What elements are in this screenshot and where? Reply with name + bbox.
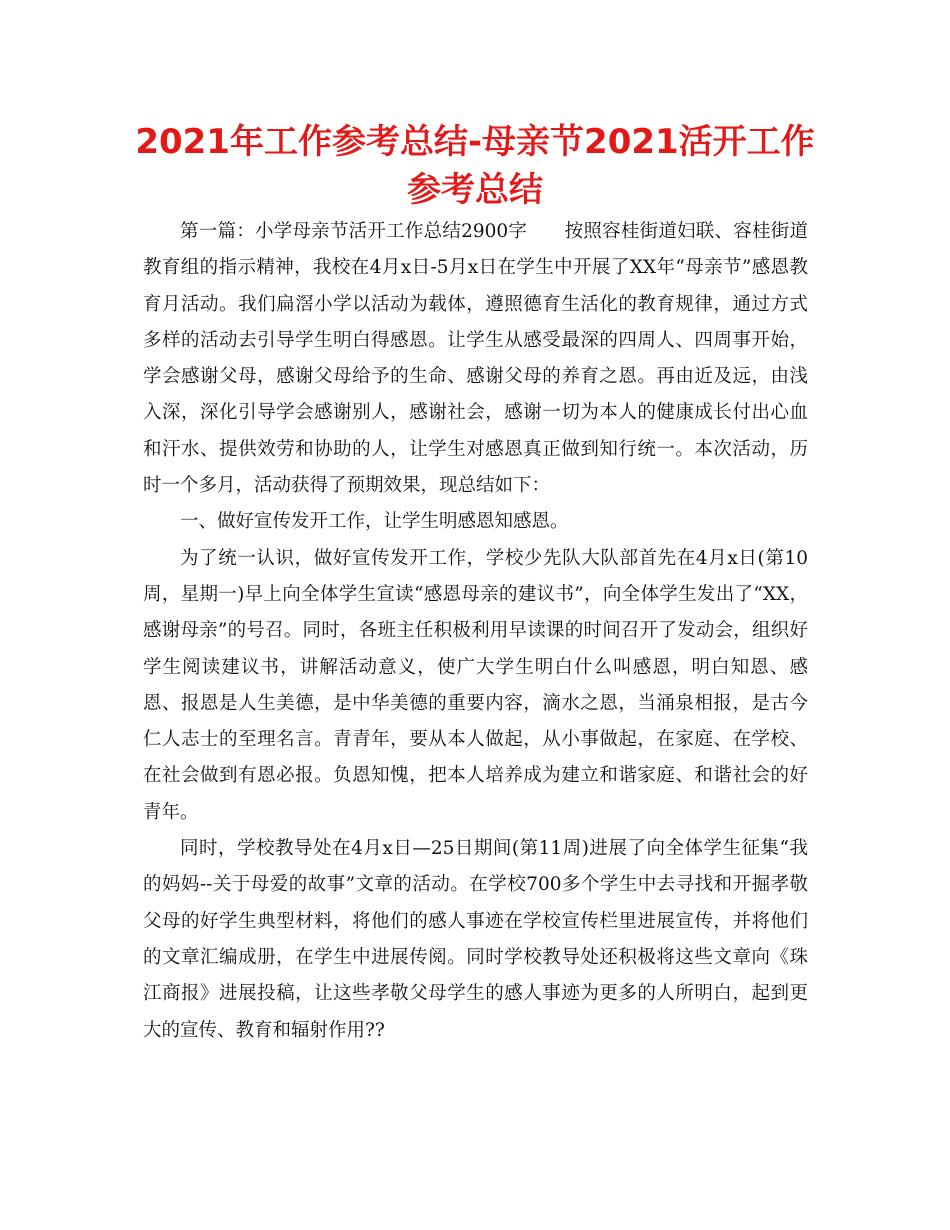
document-body	[143, 214, 808, 1049]
paragraph: 同时，学校教导处在4月x日—25日期间(第11周)进展了向全体学生征集“我的妈妈--关于母爱的故事”文章的活动。在学校700多个学生中去寻找和开掘孝敬父母的好学生典型材料，将他们的感人事迹在学校宣传栏里进展宣传，并将他们的文章汇编成册，在学生中进展传阅。同时学校教导处还积极将这些文章向《珠江商报》进展投稿，让这些孝敬父母学生的感人事迹为更多的人所明白，起到更大的宣传、教育和辐射作用??	[143, 838, 808, 1041]
paragraph: 为了统一认识，做好宣传发开工作，学校少先队大队部首先在4月x日(第10周，星期一)早上向全体学生宣读“感恩母亲的建议书”，向全体学生发出了“XX，感谢母亲”的号召。同时，各班主任积极利用早读课的时间召开了发动会，组织好学生阅读建议书，讲解活动意义，使广大学生明白什么叫感恩，明白知恩、感恩、报恩是人生美德，是中华美德的重要内容，滴水之恩，当涌泉相报，是古今仁人志士的至理名言。青青年，要从本人做起，从小事做起，在家庭、在学校、在社会做到有恩必报。负恩知愧，把本人培养成为建立和谐家庭、和谐社会的好青年。	[143, 547, 808, 823]
document-title: 2021年工作参考总结-母亲节2021活开工作参考总结	[135, 122, 815, 210]
section-heading: 一、做好宣传发开工作，让学生明感恩知感恩。	[180, 511, 569, 533]
paragraph: 第一篇：小学母亲节活开工作总结2900字 按照容桂街道妇联、容桂街道教育组的指示精神，我校在4月x日-5月x日在学生中开展了XX年“母亲节”感恩教育月活动。我们扁滘小学以活动为载体，遵照德育生活化的教育规律，通过方式多样的活动去引导学生明白得感恩。让学生从感受最深的四周人、四周事开始，学会感谢父母，感谢父母给予的生命、感谢父母的养育之恩。再由近及远，由浅入深，深化引导学会感谢别人，感谢社会，感谢一切为本人的健康成长付出心血和汗水、提供效劳和协助的人，让学生对感恩真正做到知行统一。本次活动，历时一个多月，活动获得了预期效果，现总结如下：	[143, 221, 808, 497]
